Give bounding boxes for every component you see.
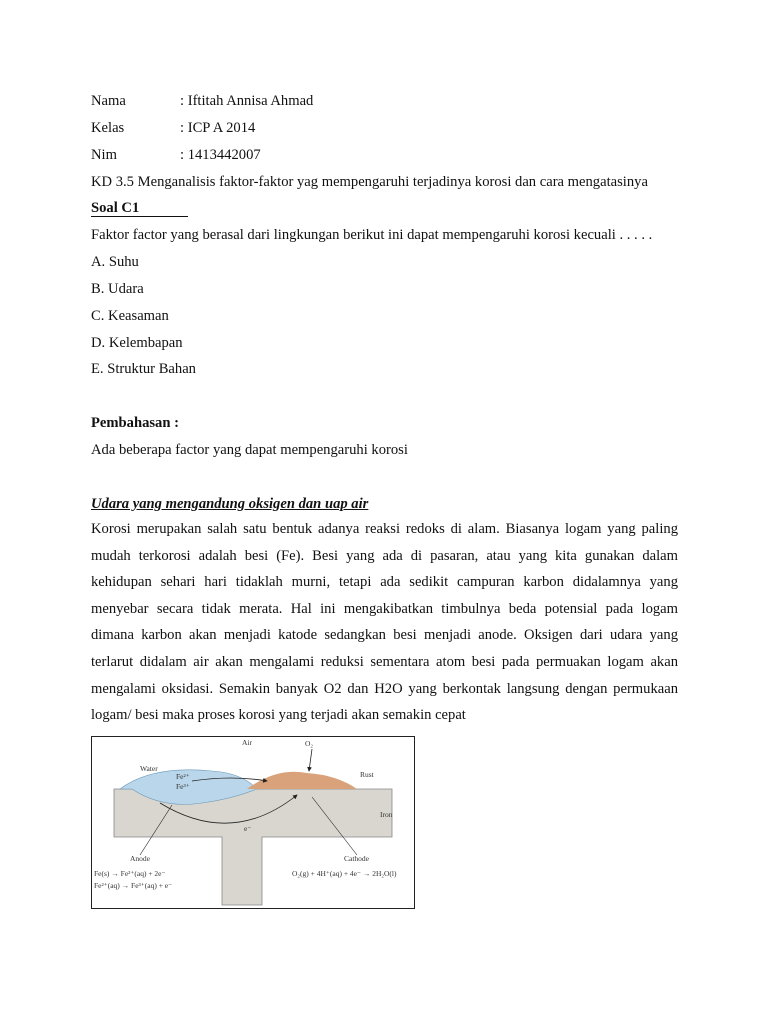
question-text: Faktor factor yang berasal dari lingkungan berikut ini dapat mempengaruhi korosi kecuali . . . . . xyxy=(91,227,653,243)
paragraph-line: Korosi merupakan salah satu bentuk adanya reaksi redoks di alam. Biasanya logam yang paling xyxy=(91,521,678,537)
label-iron: Iron xyxy=(380,810,393,819)
option-d: D. Kelembapan xyxy=(91,335,183,351)
class-row xyxy=(91,120,255,137)
nim-label: Nim xyxy=(91,147,117,163)
paragraph-line: mengalami oksidasi. Semakin banyak O2 dan H2O yang berkontak langsung dengan permukaan xyxy=(91,680,678,697)
class-label: Kelas xyxy=(91,120,125,136)
label-anode: Anode xyxy=(130,854,150,863)
corrosion-diagram-svg xyxy=(92,737,413,907)
name-value: : Iftitah Annisa Ahmad xyxy=(180,93,314,109)
section-title: Udara yang mengandung oksigen dan uap air xyxy=(91,496,369,512)
anode-equation-1: Fe(s) → Fe²⁺(aq) + 2e⁻ xyxy=(94,869,166,878)
kd-line: KD 3.5 Menganalisis faktor-faktor yag mempengaruhi terjadinya korosi dan cara mengatasinya xyxy=(91,174,648,190)
soal-title: Soal C1 xyxy=(91,200,188,217)
paragraph-line: kehidupan sehari hari tidaklah murni, tetapi ada sedikit campuran karbon didalamnya yang xyxy=(91,574,678,591)
pembahasan-intro: Ada beberapa factor yang dapat mempengaruhi korosi xyxy=(91,442,408,458)
class-value: : ICP A 2014 xyxy=(180,120,256,136)
paragraph-line: logam/ besi maka proses korosi yang terjadi akan semakin cepat xyxy=(91,707,466,724)
label-fe2: Fe²⁺ xyxy=(176,772,190,781)
label-cathode: Cathode xyxy=(344,854,369,863)
option-a: A. Suhu xyxy=(91,254,139,270)
paragraph-line: terlarut didalam air akan mengalami reduksi sementara atom besi pada permuakan logam akan xyxy=(91,653,678,670)
option-e: E. Struktur Bahan xyxy=(91,361,196,377)
label-water: Water xyxy=(140,764,158,773)
name-label: Nama xyxy=(91,93,126,109)
paragraph-line: mudah terkorosi adalah besi (Fe). Besi yang ada di pasaran, atau yang kita gunakan dalam xyxy=(91,547,678,564)
anode-equation-2: Fe²⁺(aq) → Fe³⁺(aq) + e⁻ xyxy=(94,881,173,890)
cathode-equation: O₂(g) + 4H⁺(aq) + 4e⁻ → 2H₂O(l) xyxy=(292,869,397,878)
label-air: Air xyxy=(242,738,252,747)
label-rust: Rust xyxy=(360,770,374,779)
soal-title-wrap xyxy=(91,200,188,217)
option-c: C. Keasaman xyxy=(91,308,169,324)
label-fe3: Fe³⁺ xyxy=(176,782,190,791)
nim-value: : 1413442007 xyxy=(180,147,261,163)
nim-row xyxy=(91,147,261,164)
pembahasan-title: Pembahasan : xyxy=(91,415,179,431)
body-paragraph xyxy=(91,516,678,729)
paragraph-line: dimana karbon akan menjadi katode sedangkan besi menjadi anode. Oksigen dari udara yang xyxy=(91,627,678,644)
paragraph-line: menyebar secara tidak merata. Hal ini mengakibatkan timbulnya beda potensial pada logam xyxy=(91,600,678,617)
corrosion-diagram xyxy=(91,736,415,909)
name-row xyxy=(91,93,313,110)
option-b: B. Udara xyxy=(91,281,144,297)
label-o2: O₂ xyxy=(305,739,314,748)
label-electron: e⁻ xyxy=(244,824,252,833)
